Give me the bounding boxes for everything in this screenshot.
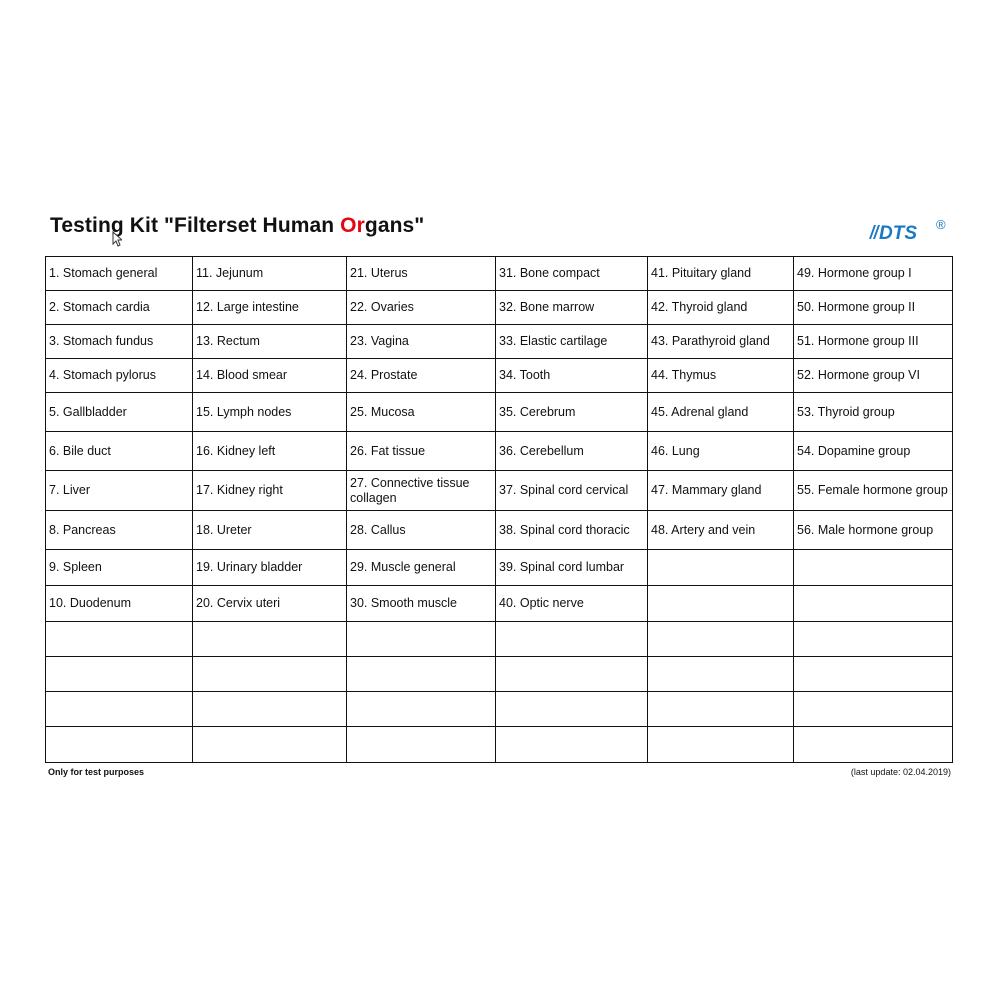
table-cell [648,622,794,657]
table-cell [794,622,953,657]
table-cell: 40. Optic nerve [496,586,648,622]
table-cell [794,727,953,763]
table-cell: 18. Ureter [193,511,347,550]
table-cell: 17. Kidney right [193,471,347,511]
table-row [46,511,953,550]
table-cell [496,622,648,657]
table-cell [794,586,953,622]
table-cell: 3. Stomach fundus [46,325,193,359]
table-cell: 23. Vagina [347,325,496,359]
table-cell [347,657,496,692]
mouse-pointer-icon [112,231,122,247]
title-accent: Or [340,214,365,237]
table-cell [496,657,648,692]
table-cell: 28. Callus [347,511,496,550]
table-cell [46,657,193,692]
table-cell: 46. Lung [648,432,794,471]
table-cell: 20. Cervix uteri [193,586,347,622]
brand-name: DTS [879,223,917,244]
table-cell: 14. Blood smear [193,359,347,393]
table-cell: 26. Fat tissue [347,432,496,471]
table-cell: 36. Cerebellum [496,432,648,471]
footer-last-update: (last update: 02.04.2019) [850,767,951,777]
table-cell [46,727,193,763]
title-prefix: Testing Kit "Filterset Human [50,214,341,237]
table-cell: 4. Stomach pylorus [46,359,193,393]
table-cell [46,692,193,727]
table-row [46,393,953,432]
footer-note: Only for test purposes [48,767,145,777]
table-cell: 52. Hormone group VI [794,359,953,393]
table-cell: 54. Dopamine group [794,432,953,471]
table-cell [347,727,496,763]
table-cell: 7. Liver [46,471,193,511]
table-cell [794,550,953,586]
table-row [46,471,953,511]
table-row [46,325,953,359]
table-cell: 5. Gallbladder [46,393,193,432]
table-cell [648,550,794,586]
table-cell: 35. Cerebrum [496,393,648,432]
table-cell: 53. Thyroid group [794,393,953,432]
table-cell: 24. Prostate [347,359,496,393]
table-cell: 15. Lymph nodes [193,393,347,432]
table-cell: 34. Tooth [496,359,648,393]
table-cell [347,692,496,727]
table-cell [193,657,347,692]
table-cell: 16. Kidney left [193,432,347,471]
table-cell: 32. Bone marrow [496,291,648,325]
table-cell: 50. Hormone group II [794,291,953,325]
table-cell: 41. Pituitary gland [648,257,794,291]
table-cell: 47. Mammary gland [648,471,794,511]
table-cell: 51. Hormone group III [794,325,953,359]
table-cell [648,586,794,622]
table-cell: 38. Spinal cord thoracic [496,511,648,550]
table-cell [193,727,347,763]
table-row [46,432,953,471]
table-cell: 29. Muscle general [347,550,496,586]
table-cell: 39. Spinal cord lumbar [496,550,648,586]
table-cell [648,657,794,692]
table-cell: 31. Bone compact [496,257,648,291]
page-title [50,214,424,238]
table-cell [794,657,953,692]
table-row [46,359,953,393]
table-row [46,657,953,692]
table-cell: 22. Ovaries [347,291,496,325]
table-cell: 8. Pancreas [46,511,193,550]
table-cell [46,622,193,657]
table-cell: 11. Jejunum [193,257,347,291]
table-cell: 37. Spinal cord cervical [496,471,648,511]
table-cell [193,692,347,727]
table-cell: 10. Duodenum [46,586,193,622]
table-cell: 44. Thymus [648,359,794,393]
table-cell: 49. Hormone group I [794,257,953,291]
table-cell [496,727,648,763]
brand-registered-mark: ® [936,217,946,232]
table-cell: 56. Male hormone group [794,511,953,550]
table-cell: 13. Rectum [193,325,347,359]
table-cell: 19. Urinary bladder [193,550,347,586]
table-row [46,291,953,325]
table-cell: 2. Stomach cardia [46,291,193,325]
dts-logo-icon [866,214,956,244]
table-cell: 42. Thyroid gland [648,291,794,325]
table-cell: 12. Large intestine [193,291,347,325]
table-cell [193,622,347,657]
table-cell: 43. Parathyroid gland [648,325,794,359]
organ-table [45,256,953,763]
table-cell: 30. Smooth muscle [347,586,496,622]
table-row [46,622,953,657]
table-cell: 27. Connective tissue collagen [347,471,496,511]
table-cell: 55. Female hormone group [794,471,953,511]
table-row [46,692,953,727]
title-suffix: gans" [364,214,425,237]
table-cell: 1. Stomach general [46,257,193,291]
table-row [46,727,953,763]
table-cell [347,622,496,657]
table-row [46,586,953,622]
table-cell [794,692,953,727]
table-cell: 33. Elastic cartilage [496,325,648,359]
table-cell [496,692,648,727]
table-cell: 9. Spleen [46,550,193,586]
table-cell: 6. Bile duct [46,432,193,471]
table-cell [648,692,794,727]
table-cell: 45. Adrenal gland [648,393,794,432]
table-cell [648,727,794,763]
table-row [46,550,953,586]
table-cell: 21. Uterus [347,257,496,291]
table-cell: 48. Artery and vein [648,511,794,550]
table-cell: 25. Mucosa [347,393,496,432]
table-row [46,257,953,291]
